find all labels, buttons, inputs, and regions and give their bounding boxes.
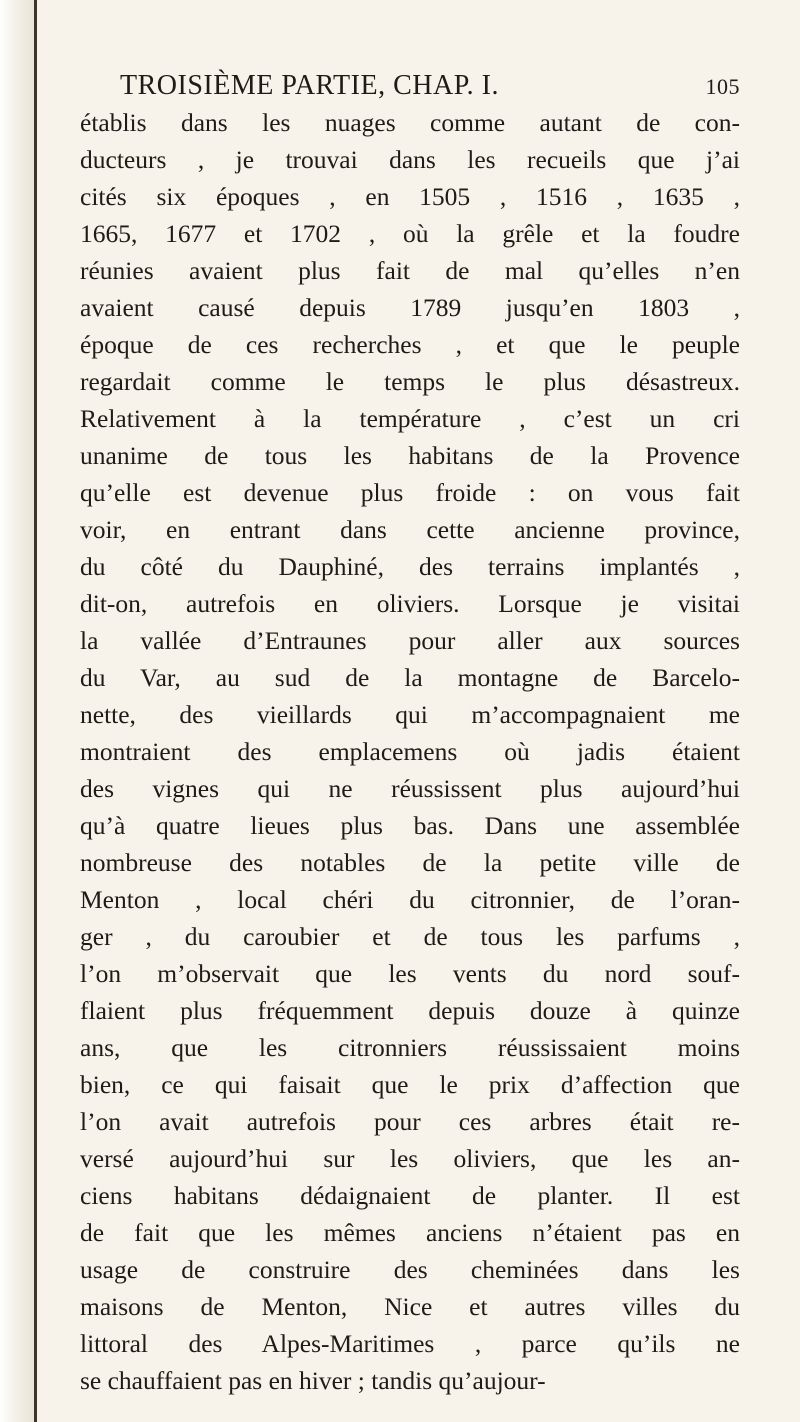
- text-line: nombreuse des notables de la petite ville de: [80, 848, 740, 877]
- binding-edge: [34, 0, 37, 1422]
- text-line: Menton , local chéri du citronnier, de l’oran-: [80, 885, 740, 914]
- book-page: [80, 70, 740, 1399]
- text-line: montraient des emplacemens où jadis étaient: [80, 737, 740, 766]
- text-line: qu’à quatre lieues plus bas. Dans une assemblée: [80, 811, 740, 840]
- text-line: ger , du caroubier et de tous les parfums ,: [80, 922, 740, 951]
- text-line: se chauffaient pas en hiver ; tandis qu’aujour-: [80, 1366, 546, 1395]
- text-line: la vallée d’Entraunes pour aller aux sources: [80, 626, 740, 655]
- text-line: du côté du Dauphiné, des terrains implantés ,: [80, 552, 740, 581]
- text-line: dit-on, autrefois en oliviers. Lorsque je visitai: [80, 589, 740, 618]
- running-title: TROISIÈME PARTIE, CHAP. I.: [120, 70, 499, 101]
- text-line: ans, que les citronniers réussissaient moins: [80, 1033, 740, 1062]
- text-line: nette, des vieillards qui m’accompagnaient me: [80, 700, 740, 729]
- text-line: voir, en entrant dans cette ancienne province,: [80, 515, 740, 544]
- page-number: 105: [705, 74, 740, 99]
- text-line: ducteurs , je trouvai dans les recueils que j’ai: [80, 145, 740, 174]
- text-line: réunies avaient plus fait de mal qu’elles n’en: [80, 256, 740, 285]
- text-line: l’on m’observait que les vents du nord souf-: [80, 959, 740, 988]
- text-line: ciens habitans dédaignaient de planter. Il est: [80, 1181, 740, 1210]
- text-line: époque de ces recherches , et que le peuple: [80, 330, 740, 359]
- text-line: du Var, au sud de la montagne de Barcelo-: [80, 663, 740, 692]
- text-line: littoral des Alpes-Maritimes , parce qu’ils ne: [80, 1329, 740, 1358]
- text-line: flaient plus fréquemment depuis douze à quinze: [80, 996, 740, 1025]
- text-line: Relativement à la température , c’est un cri: [80, 404, 740, 433]
- text-line: maisons de Menton, Nice et autres villes du: [80, 1292, 740, 1321]
- text-line: qu’elle est devenue plus froide : on vous fait: [80, 478, 740, 507]
- text-line: usage de construire des cheminées dans les: [80, 1255, 740, 1284]
- text-line: établis dans les nuages comme autant de con-: [80, 108, 740, 137]
- text-line: bien, ce qui faisait que le prix d’affection que: [80, 1070, 740, 1099]
- text-line: 1665, 1677 et 1702 , où la grêle et la foudre: [80, 219, 740, 248]
- text-line: de fait que les mêmes anciens n’étaient pas en: [80, 1218, 740, 1247]
- text-line: cités six époques , en 1505 , 1516 , 1635 ,: [80, 182, 740, 211]
- running-head: [80, 70, 740, 102]
- text-line: versé aujourd’hui sur les oliviers, que les an-: [80, 1144, 740, 1173]
- text-line: avaient causé depuis 1789 jusqu’en 1803 ,: [80, 293, 740, 322]
- binding-gutter: [0, 0, 36, 1422]
- text-line: unanime de tous les habitans de la Provence: [80, 441, 740, 470]
- text-line: des vignes qui ne réussissent plus aujourd’hui: [80, 774, 740, 803]
- text-line: regardait comme le temps le plus désastreux.: [80, 367, 740, 396]
- text-line: l’on avait autrefois pour ces arbres était re-: [80, 1107, 740, 1136]
- body-text: [80, 104, 740, 1399]
